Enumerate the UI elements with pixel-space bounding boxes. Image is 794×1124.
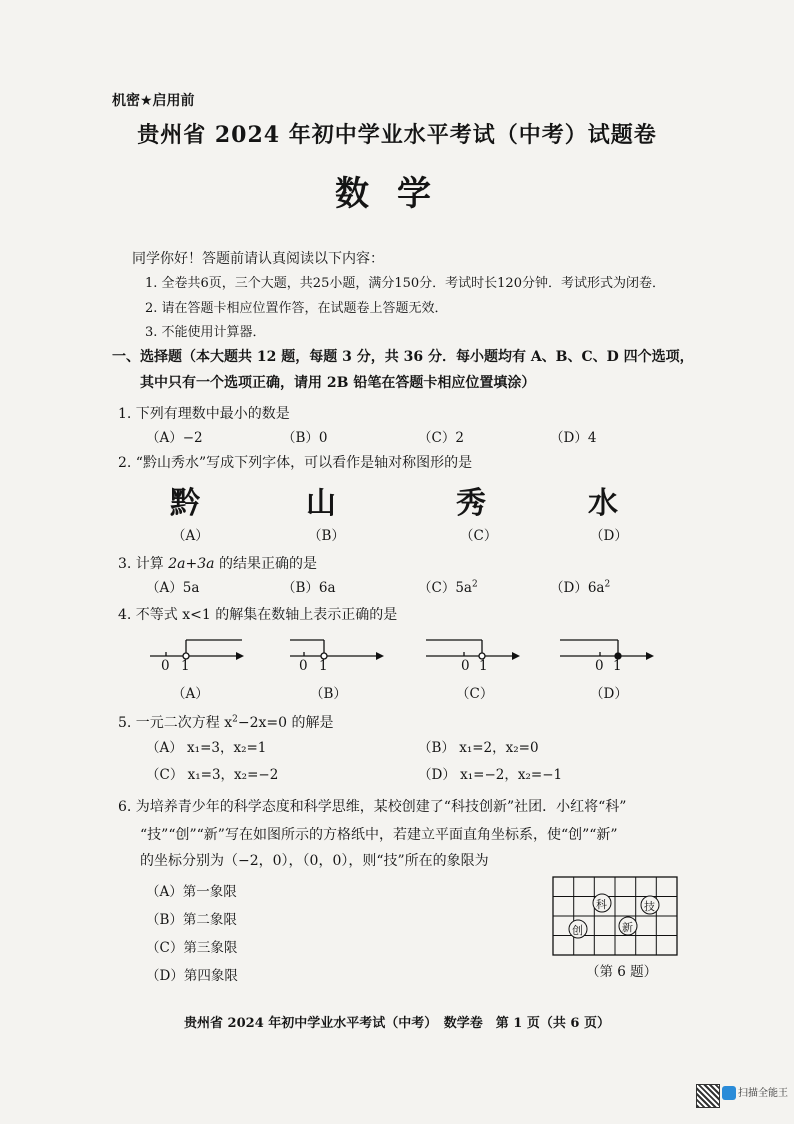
q2-glyph-d: 水 [588,486,618,521]
instructions-greeting: 同学你好！答题前请认真阅读以下内容： [132,251,384,267]
q6-grid-char-ke: 科 [596,898,607,911]
q3-option-a: （A）5a [146,580,200,596]
q6-stem-line1: 6. 为培养青少年的科学态度和科学思维，某校创建了“科技创新”社团．小红将“科” [118,799,627,815]
section-heading-cont: 其中只有一个选项正确，请用 2B 铅笔在答题卡相应位置填涂） [140,375,536,391]
q2-stem: 2. “黔山秀水”写成下列字体，可以看作是轴对称图形的是 [118,455,473,471]
q6-option-d: （D）第四象限 [146,968,238,984]
q4-label-c: （C） [456,686,494,702]
q4-label-d: （D） [590,686,628,702]
q6-figure-caption: （第 6 题） [586,964,658,980]
scanner-watermark [696,1080,792,1112]
subject-title: 数学 [335,174,459,214]
q5-option-b: （B） x₁=2，x₂=0 [418,740,539,756]
q6-grid-char-xin: 新 [622,921,633,934]
q2-glyph-a: 黔 [170,486,200,521]
instruction-item: 1. 全卷共6页，三个大题，共25小题，满分150分．考试时长120分钟．考试形式为闭卷． [145,276,665,291]
q1-option-d: （D）4 [550,430,597,446]
q1-option-b: （B）0 [282,430,328,446]
q2-label-c: （C） [460,528,498,544]
confidential-mark: 机密★启用前 [112,93,195,109]
q5-option-c: （C） x₁=3，x₂=−2 [146,767,279,783]
q6-option-a: （A）第一象限 [146,884,237,900]
q4-label-b: （B） [310,686,347,702]
q6-stem-line2: “技”“创”“新”写在如图所示的方格纸中，若建立平面直角坐标系，使“创”“新” [140,827,618,843]
q2-label-d: （D） [590,528,628,544]
exam-title: 贵州省 2024 年初中学业水平考试（中考）试题卷 [137,122,657,148]
q4-d-one: 1 [613,658,622,674]
section-heading: 一、选择题（本大题共 12 题，每题 3 分，共 36 分．每小题均有 A、B、C、D 四个选项， [112,349,694,365]
q4-d-zero: 0 [595,658,604,674]
q3-stem: 3. 计算 2a+3a 的结果正确的是 [118,556,317,572]
scanner-logo-icon [722,1086,736,1100]
instruction-item: 2. 请在答题卡相应位置作答，在试题卷上答题无效． [145,301,448,316]
instruction-item: 3. 不能使用计算器． [145,325,266,340]
q4-stem: 4. 不等式 x<1 的解集在数轴上表示正确的是 [118,607,398,623]
q4-numberline-d [558,634,658,674]
q6-option-b: （B）第二象限 [146,912,237,928]
q1-stem: 1. 下列有理数中最小的数是 [118,406,290,422]
q4-c-zero: 0 [461,658,470,674]
q3-option-d: $(D)6a^2$ [550,579,611,596]
q4-numberline-c [424,634,524,674]
q5-stem: 5. 一元二次方程 $x^2-2x=0$ 的解是 [118,714,334,731]
q6-grid-char-chuang: 创 [572,924,583,937]
scanner-name: 扫描全能王 [738,1088,788,1099]
q4-b-zero: 0 [299,658,308,674]
q2-glyph-c: 秀 [456,486,486,521]
q5-option-a: （A） x₁=3，x₂=1 [146,740,267,756]
q4-c-one: 1 [479,658,488,674]
q2-label-b: （B） [308,528,345,544]
q4-label-a: （A） [172,686,209,702]
q6-option-c: （C）第三象限 [146,940,238,956]
q6-grid-figure [552,876,678,956]
qr-code-icon [696,1084,720,1108]
q2-label-a: （A） [172,528,209,544]
q1-option-c: （C）2 [418,430,464,446]
q3-option-b: （B）6a [282,580,336,596]
q4-a-zero: 0 [161,658,170,674]
page-footer: 贵州省 2024 年初中学业水平考试（中考） 数学卷 第 1 页（共 6 页） [184,1016,610,1031]
q6-grid-char-ji: 技 [644,900,655,913]
q3-option-c: $(C)5a^2$ [418,579,478,596]
q6-stem-line3: 的坐标分别为（−2，0），（0，0），则“技”所在的象限为 [140,853,489,869]
q4-b-one: 1 [319,658,328,674]
q4-a-one: 1 [181,658,190,674]
q2-glyph-b: 山 [306,486,336,521]
q1-option-a: （A）−2 [146,430,203,446]
q5-option-d: （D） x₁=−2，x₂=−1 [418,767,563,783]
